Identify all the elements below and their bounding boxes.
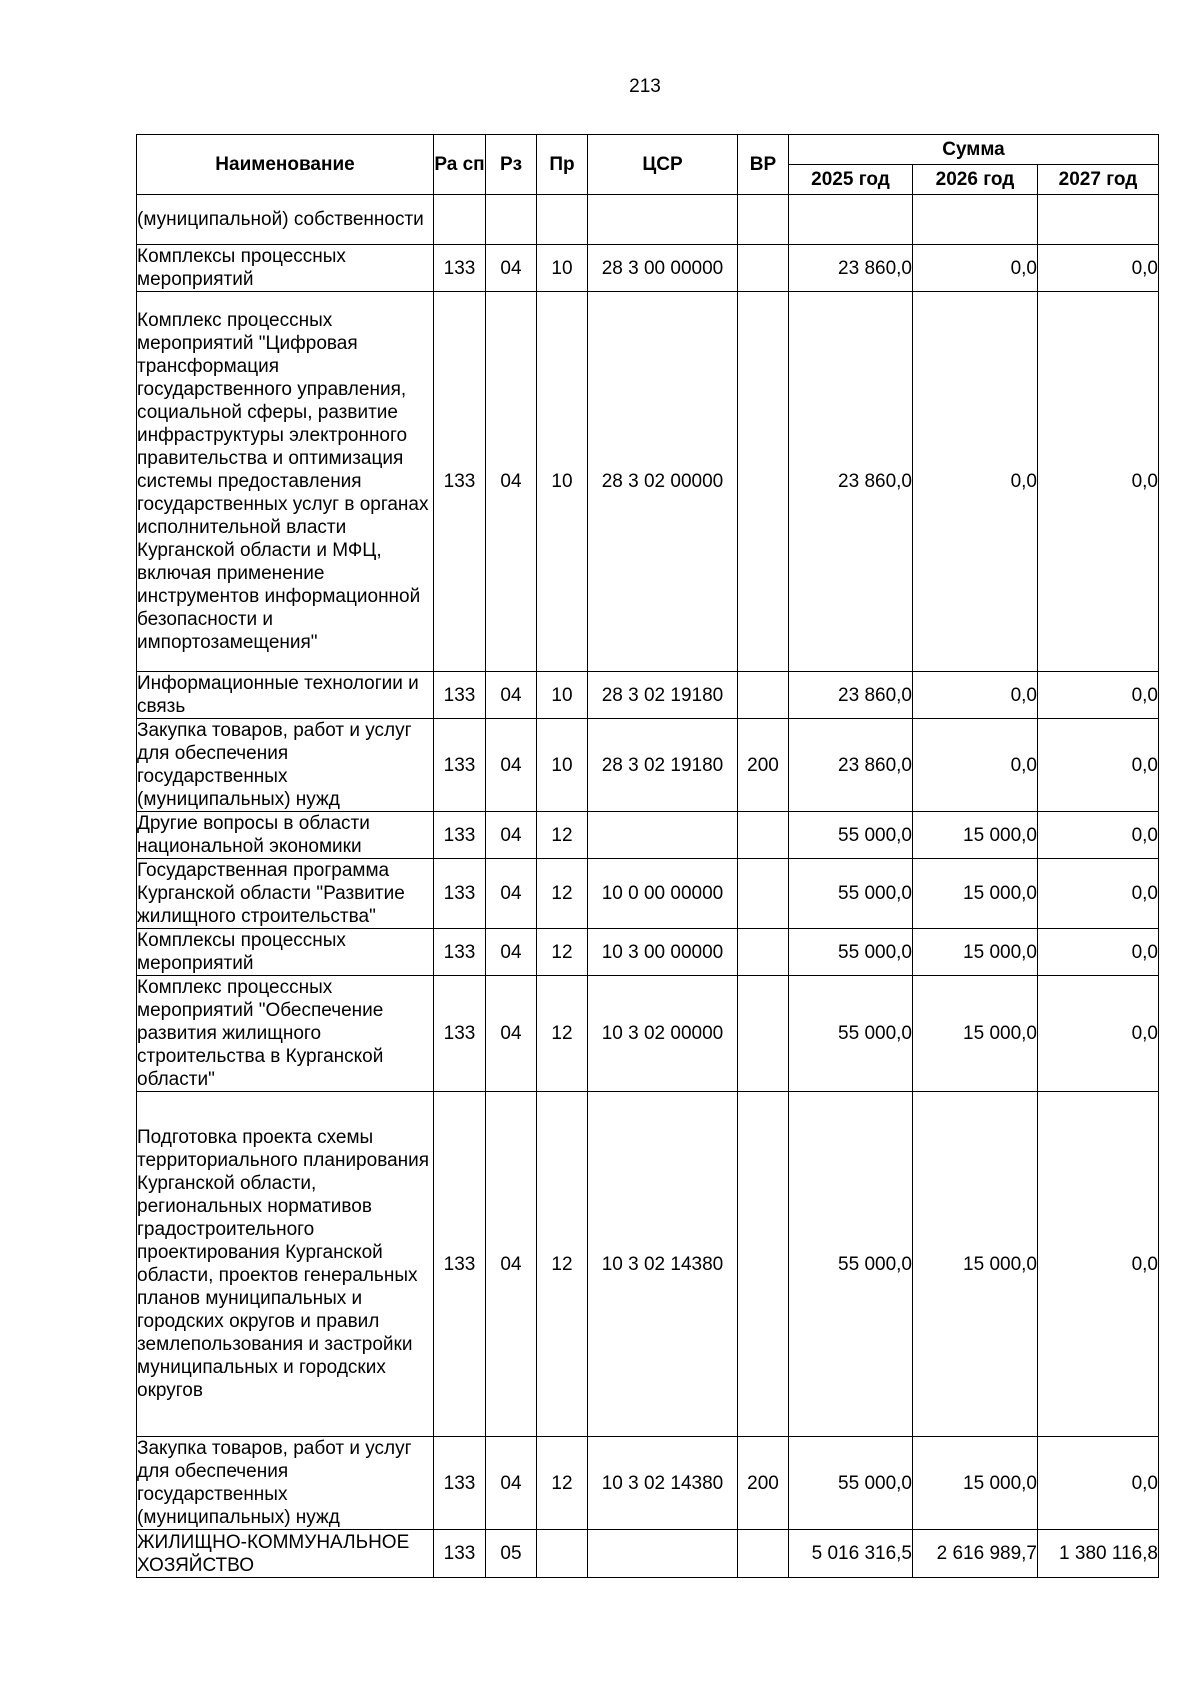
row-rasp: 133 (434, 1530, 486, 1578)
row-sum-2025: 55 000,0 (789, 976, 913, 1092)
row-name: Закупка товаров, работ и услуг для обеспечения государственных (муниципальных) нужд (137, 1437, 434, 1530)
table-row (137, 245, 1159, 292)
row-name: Закупка товаров, работ и услуг для обеспечения государственных (муниципальных) нужд (137, 719, 434, 812)
row-sum-2025: 55 000,0 (789, 929, 913, 976)
row-pr: 12 (537, 929, 588, 976)
header-csr: ЦСР (588, 135, 738, 195)
header-rasp: Ра сп (434, 135, 486, 195)
table-row (137, 672, 1159, 719)
row-rasp: 133 (434, 1437, 486, 1530)
row-rz: 04 (486, 976, 537, 1092)
row-sum-2027: 0,0 (1038, 292, 1159, 672)
row-vr (738, 245, 789, 292)
row-rz: 04 (486, 292, 537, 672)
row-sum-2025: 55 000,0 (789, 812, 913, 859)
row-csr: 28 3 02 19180 (588, 672, 738, 719)
table-row (137, 292, 1159, 672)
row-sum-2027: 0,0 (1038, 976, 1159, 1092)
row-sum-2025: 5 016 316,5 (789, 1530, 913, 1578)
row-rz: 04 (486, 859, 537, 929)
row-rasp: 133 (434, 812, 486, 859)
row-sum-2027: 0,0 (1038, 245, 1159, 292)
row-csr: 28 3 02 19180 (588, 719, 738, 812)
row-rz: 04 (486, 812, 537, 859)
row-csr: 10 0 00 00000 (588, 859, 738, 929)
row-sum-2025: 55 000,0 (789, 1437, 913, 1530)
header-year-2026: 2026 год (913, 165, 1038, 195)
table-row (137, 1530, 1159, 1578)
row-rz: 04 (486, 1437, 537, 1530)
row-sum-2027: 0,0 (1038, 929, 1159, 976)
row-vr (738, 929, 789, 976)
header-name: Наименование (137, 135, 434, 195)
row-sum-2026: 0,0 (913, 672, 1038, 719)
row-rz: 04 (486, 245, 537, 292)
row-csr: 28 3 02 00000 (588, 292, 738, 672)
row-rasp: 133 (434, 859, 486, 929)
row-rasp: 133 (434, 1092, 486, 1437)
row-vr (738, 1530, 789, 1578)
table-row (137, 1437, 1159, 1530)
row-name: Другие вопросы в области национальной экономики (137, 812, 434, 859)
row-sum-2026: 0,0 (913, 719, 1038, 812)
page-number: 213 (629, 76, 661, 97)
header-rz: Рз (486, 135, 537, 195)
table-row (137, 195, 1159, 245)
row-csr: 10 3 02 00000 (588, 976, 738, 1092)
header-pr: Пр (537, 135, 588, 195)
row-rasp: 133 (434, 672, 486, 719)
row-name: ЖИЛИЩНО-КОММУНАЛЬНОЕ ХОЗЯЙСТВО (137, 1530, 434, 1578)
row-csr: 10 3 02 14380 (588, 1092, 738, 1437)
row-rz: 04 (486, 719, 537, 812)
row-sum-2026: 2 616 989,7 (913, 1530, 1038, 1578)
row-pr: 12 (537, 1437, 588, 1530)
row-rasp: 133 (434, 976, 486, 1092)
row-sum-2025: 23 860,0 (789, 672, 913, 719)
row-csr: 10 3 02 14380 (588, 1437, 738, 1530)
row-sum-2025: 55 000,0 (789, 1092, 913, 1437)
row-csr: 10 3 00 00000 (588, 929, 738, 976)
row-vr (738, 812, 789, 859)
row-sum-2027: 0,0 (1038, 1437, 1159, 1530)
row-name: (муниципальной) собственности (137, 195, 434, 245)
row-vr (738, 292, 789, 672)
row-sum-2027: 0,0 (1038, 1092, 1159, 1437)
row-name: Комплексы процессных мероприятий (137, 245, 434, 292)
row-pr: 10 (537, 719, 588, 812)
table-row (137, 976, 1159, 1092)
header-sum: Сумма (789, 135, 1159, 165)
row-rz (486, 195, 537, 245)
header-year-2025: 2025 год (789, 165, 913, 195)
row-sum-2026 (913, 195, 1038, 245)
row-sum-2025: 55 000,0 (789, 859, 913, 929)
row-rasp (434, 195, 486, 245)
header-year-2027: 2027 год (1038, 165, 1159, 195)
row-csr (588, 195, 738, 245)
table-row (137, 859, 1159, 929)
row-rz: 04 (486, 1092, 537, 1437)
row-rz: 04 (486, 929, 537, 976)
row-name: Государственная программа Курганской области "Развитие жилищного строительства" (137, 859, 434, 929)
row-sum-2025 (789, 195, 913, 245)
row-pr: 12 (537, 1092, 588, 1437)
row-name: Комплекс процессных мероприятий "Цифровая трансформация государственного управления, социальной сферы, развитие инфраструктуры электронного правительства и оптимизация системы предоставления государственных услуг в органах исполнительной власти Курганской области и МФЦ, включая применение инструментов информационной безопасности и импортозамещения" (137, 292, 434, 672)
row-pr: 12 (537, 812, 588, 859)
row-rz: 04 (486, 672, 537, 719)
row-sum-2027 (1038, 195, 1159, 245)
row-sum-2026: 0,0 (913, 292, 1038, 672)
row-sum-2027: 0,0 (1038, 812, 1159, 859)
row-name: Комплекс процессных мероприятий "Обеспечение развития жилищного строительства в Курганской области" (137, 976, 434, 1092)
row-rasp: 133 (434, 245, 486, 292)
row-sum-2026: 15 000,0 (913, 929, 1038, 976)
row-rasp: 133 (434, 929, 486, 976)
row-sum-2026: 15 000,0 (913, 859, 1038, 929)
table-row (137, 929, 1159, 976)
row-sum-2025: 23 860,0 (789, 245, 913, 292)
row-sum-2027: 0,0 (1038, 672, 1159, 719)
table-row (137, 812, 1159, 859)
row-sum-2026: 15 000,0 (913, 812, 1038, 859)
row-pr (537, 195, 588, 245)
row-sum-2027: 0,0 (1038, 719, 1159, 812)
row-sum-2025: 23 860,0 (789, 719, 913, 812)
row-vr (738, 1092, 789, 1437)
row-vr: 200 (738, 719, 789, 812)
row-pr: 12 (537, 976, 588, 1092)
row-pr: 10 (537, 672, 588, 719)
row-sum-2026: 15 000,0 (913, 1437, 1038, 1530)
row-name: Комплексы процессных мероприятий (137, 929, 434, 976)
table-row (137, 1092, 1159, 1437)
row-sum-2026: 0,0 (913, 245, 1038, 292)
row-vr (738, 976, 789, 1092)
row-vr: 200 (738, 1437, 789, 1530)
row-name: Информационные технологии и связь (137, 672, 434, 719)
row-csr (588, 812, 738, 859)
row-pr: 12 (537, 859, 588, 929)
table-row (137, 719, 1159, 812)
row-sum-2027: 0,0 (1038, 859, 1159, 929)
row-rasp: 133 (434, 292, 486, 672)
header-vr: ВР (738, 135, 789, 195)
row-csr: 28 3 00 00000 (588, 245, 738, 292)
row-sum-2026: 15 000,0 (913, 1092, 1038, 1437)
row-name: Подготовка проекта схемы территориального планирования Курганской области, региональных нормативов градостроительного проектирования Курганской области, проектов генеральных планов муниципальных и городских округов и правил землепользования и застройки муниципальных и городских округов (137, 1092, 434, 1437)
row-vr (738, 195, 789, 245)
row-csr (588, 1530, 738, 1578)
row-vr (738, 859, 789, 929)
row-pr: 10 (537, 245, 588, 292)
row-sum-2027: 1 380 116,8 (1038, 1530, 1159, 1578)
row-sum-2025: 23 860,0 (789, 292, 913, 672)
row-rasp: 133 (434, 719, 486, 812)
row-vr (738, 672, 789, 719)
row-pr (537, 1530, 588, 1578)
row-sum-2026: 15 000,0 (913, 976, 1038, 1092)
row-rz: 05 (486, 1530, 537, 1578)
row-pr: 10 (537, 292, 588, 672)
budget-table (136, 134, 1159, 1578)
